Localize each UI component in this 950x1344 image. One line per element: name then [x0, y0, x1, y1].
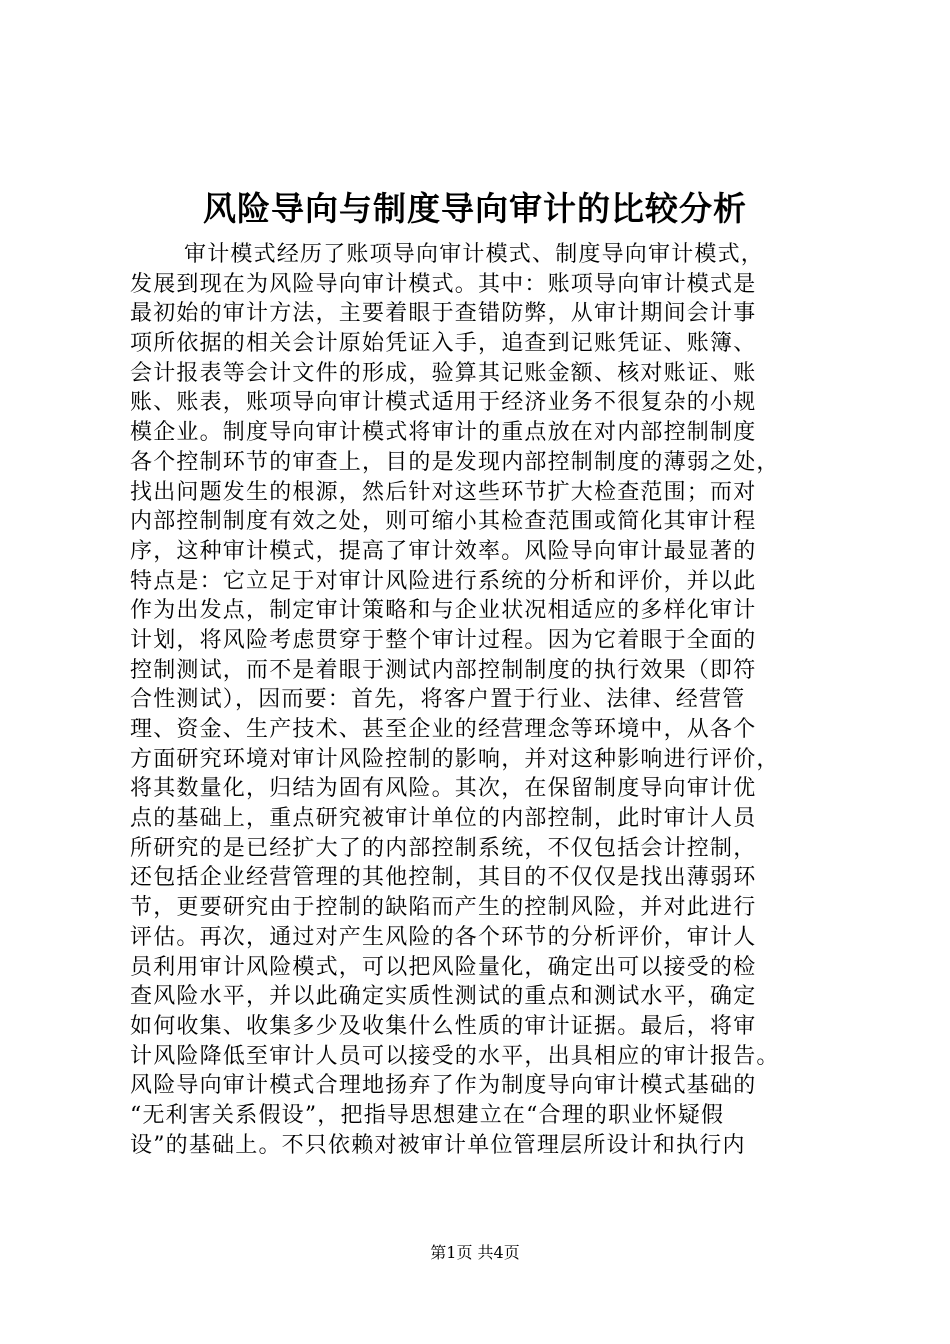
body-line: 如何收集、收集多少及收集什么性质的审计证据。最后，将审 — [130, 1013, 757, 1039]
body-line: 审计模式经历了账项导向审计模式、制度导向审计模式， — [184, 242, 765, 267]
body-line: 会计报表等会计文件的形成，验算其记账金额、核对账证、账 — [130, 360, 757, 386]
body-line: 还包括企业经营管理的其他控制，其目的不仅仅是找出薄弱环 — [130, 865, 757, 891]
body-line: 发展到现在为风险导向审计模式。其中：账项导向审计模式是 — [130, 271, 757, 297]
body-line: 评估。再次，通过对产生风险的各个环节的分析评价，审计人 — [130, 924, 757, 950]
body-line: 内部控制制度有效之处，则可缩小其检查范围或简化其审计程 — [130, 509, 757, 535]
body-line: 所研究的是已经扩大了的内部控制系统，不仅包括会计控制， — [130, 835, 757, 861]
body-line: 风险导向审计模式合理地扬弃了作为制度导向审计模式基础的 — [130, 1073, 757, 1099]
body-line: 找出问题发生的根源，然后针对这些环节扩大检查范围；而对 — [130, 479, 757, 505]
body-line: 方面研究环境对审计风险控制的影响，并对这种影响进行评价， — [130, 746, 780, 772]
body-line: “无利害关系假设”，把指导思想建立在“合理的职业怀疑假 — [130, 1102, 725, 1128]
body-line: 查风险水平，并以此确定实质性测试的重点和测试水平，确定 — [130, 984, 757, 1010]
body-line: 计风险降低至审计人员可以接受的水平，出具相应的审计报告。 — [130, 1043, 780, 1069]
body-line: 合性测试），因而要：首先，将客户置于行业、法律、经营管 — [130, 687, 746, 713]
body-line: 理、资金、生产技术、甚至企业的经营理念等环境中，从各个 — [130, 717, 757, 742]
body-line: 控制测试，而不是着眼于测试内部控制制度的执行效果（即符 — [130, 657, 757, 683]
body-line: 作为出发点，制定审计策略和与企业状况相适应的多样化审计 — [130, 598, 757, 624]
body-line: 设”的基础上。不只依赖对被审计单位管理层所设计和执行内 — [130, 1132, 746, 1158]
body-line: 将其数量化，归结为固有风险。其次，在保留制度导向审计优 — [130, 776, 757, 802]
body-line: 员利用审计风险模式，可以把风险量化，确定出可以接受的检 — [130, 954, 757, 980]
body-line: 项所依据的相关会计原始凭证入手，追查到记账凭证、账簿、 — [130, 331, 757, 357]
body-line: 序，这种审计模式，提高了审计效率。风险导向审计最显著的 — [130, 538, 757, 564]
body-line: 特点是：它立足于对审计风险进行系统的分析和评价，并以此 — [130, 568, 757, 594]
body-line: 最初始的审计方法，主要着眼于查错防弊，从审计期间会计事 — [130, 301, 757, 327]
page-footer: 第1页 共4页 — [430, 1243, 520, 1262]
body-line: 账、账表，账项导向审计模式适用于经济业务不很复杂的小规 — [130, 390, 757, 416]
document-title: 风险导向与制度导向审计的比较分析 — [203, 189, 747, 228]
body-line: 各个控制环节的审查上，目的是发现内部控制制度的薄弱之处， — [130, 449, 780, 475]
body-line: 计划，将风险考虑贯穿于整个审计过程。因为它着眼于全面的 — [130, 627, 757, 653]
body-line: 点的基础上，重点研究被审计单位的内部控制，此时审计人员 — [130, 806, 757, 832]
body-line: 节，更要研究由于控制的缺陷而产生的控制风险，并对此进行 — [130, 895, 757, 921]
document-body — [130, 240, 850, 1160]
body-line: 模企业。制度导向审计模式将审计的重点放在对内部控制制度 — [130, 420, 757, 446]
